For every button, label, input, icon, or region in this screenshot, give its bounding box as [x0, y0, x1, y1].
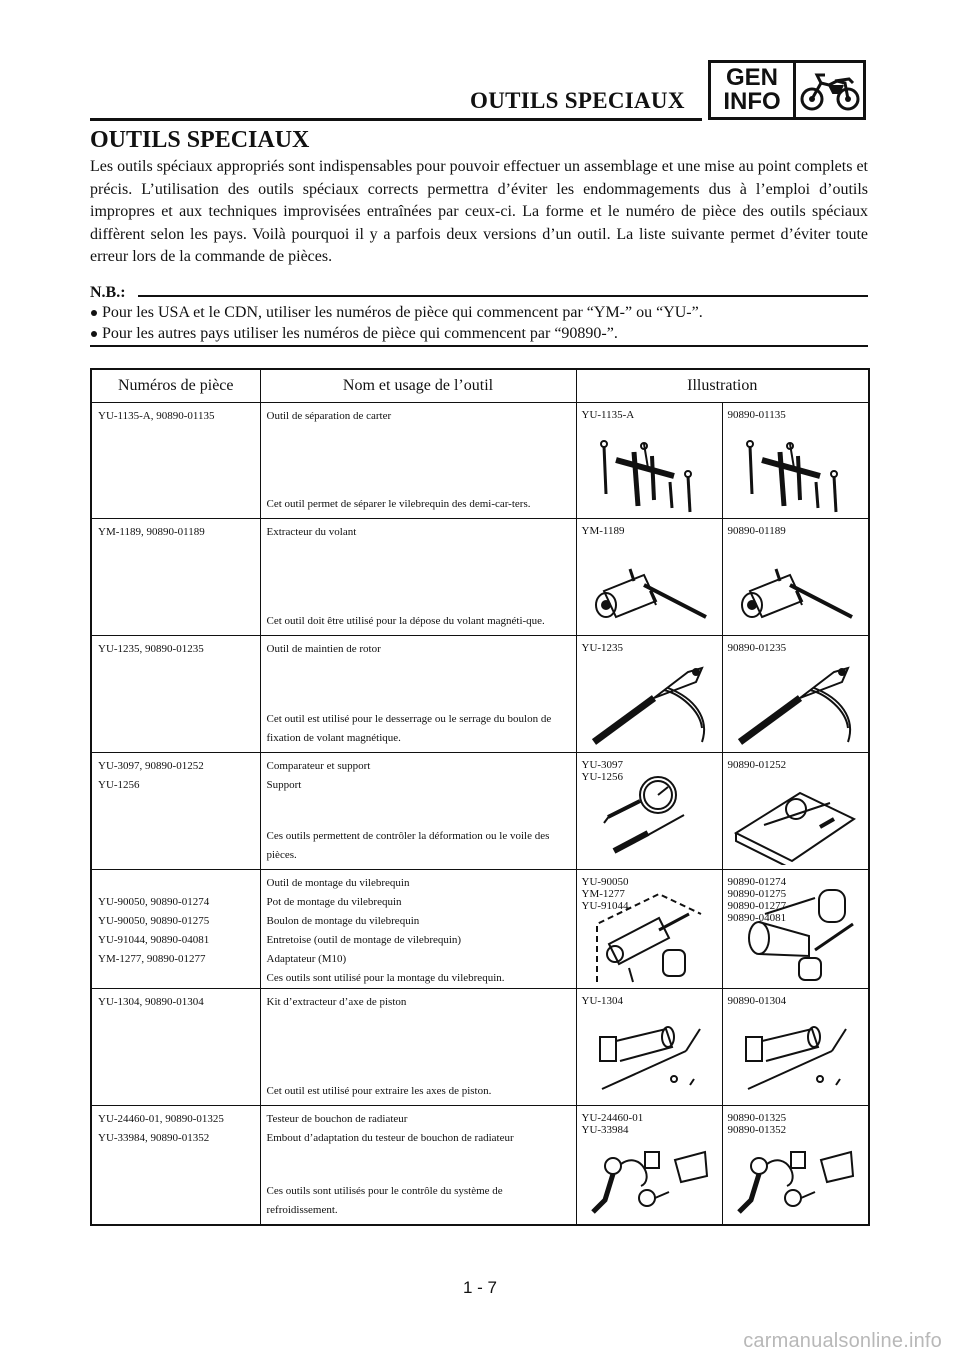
tool-name-cell [260, 1106, 576, 1225]
tool-usage: Cet outil doit être utilisé pour la dépose du volant magnéti-que. [266, 615, 545, 627]
table-header-row [91, 369, 869, 403]
illustration-label: 90890-01189 [727, 525, 786, 537]
illustration-cell-intl [722, 989, 869, 1106]
illustration-cell-intl [722, 870, 869, 989]
illustration-label: 90890-01274 90890-01275 90890-01277 90890-04081 [727, 876, 787, 924]
tool-name: Boulon de montage du vilebrequin [266, 915, 420, 927]
tool-name: Outil de montage du vilebrequin [266, 877, 410, 889]
illustration-label: YU-1135-A [581, 409, 635, 421]
illustration-label: YM-1189 [581, 525, 625, 537]
illustration-label: 90890-01235 [727, 642, 787, 654]
illustration-cell-intl [722, 1106, 869, 1225]
illustration-cell-intl [722, 753, 869, 870]
page-number: 1 - 7 [462, 1278, 498, 1297]
part-number: YU-90050, 90890-01274 [98, 896, 210, 908]
part-number-cell [91, 403, 260, 519]
tool-name: Kit d’extracteur d’axe de piston [266, 996, 407, 1008]
illustration-cell-intl [722, 403, 869, 519]
crankshaft-installer-icon [577, 884, 722, 984]
gen-info-badge [708, 60, 866, 120]
note-rule-bottom [90, 345, 868, 347]
rotor-holder-icon [577, 658, 722, 748]
illustration-label: YU-3097 YU-1256 [581, 759, 624, 783]
gen-info-label [711, 63, 796, 117]
tool-name: Outil de maintien de rotor [266, 643, 381, 655]
part-number: YU-1135-A, 90890-01135 [98, 410, 215, 422]
illustration-label: YU-24460-01 YU-33984 [581, 1112, 644, 1136]
piston-pin-puller-icon [723, 1023, 869, 1101]
table-row [91, 870, 869, 989]
header-rule [90, 118, 702, 121]
tool-name-cell [260, 989, 576, 1106]
tool-name: Ces outils sont utilisé pour la montage du vilebrequin. [266, 972, 505, 984]
tool-name-cell [260, 403, 576, 519]
note-item: Pour les autres pays utiliser les numéros de pièce qui commencent par “90890-”. [90, 323, 868, 344]
part-number: YU-1256 [98, 779, 140, 791]
header-title: OUTILS SPECIAUX [470, 88, 685, 113]
tool-name-cell [260, 636, 576, 753]
info-label: INFO [723, 88, 781, 115]
header-illustration: Illustration [576, 369, 869, 403]
table-row [91, 989, 869, 1106]
section-title: OUTILS SPECIAUX [90, 127, 310, 153]
table-row [91, 403, 869, 519]
illustration-label: 90890-01135 [727, 409, 786, 421]
note-item: Pour les USA et le CDN, utiliser les numéros de pièce qui commencent par “YM-” ou “YU-”. [90, 302, 868, 323]
flywheel-puller-icon [577, 561, 722, 631]
illustration-label: YU-1235 [581, 642, 624, 654]
watermark: carmanualsonline.info [743, 1330, 942, 1352]
illustration-cell-us [576, 870, 722, 989]
illustration-label: 90890-01304 [727, 995, 787, 1007]
part-number: YU-24460-01, 90890-01325 [98, 1113, 224, 1125]
table-row [91, 636, 869, 753]
table-row [91, 1106, 869, 1225]
part-number: YM-1189, 90890-01189 [98, 526, 205, 538]
header-tool-name: Nom et usage de l’outil [260, 369, 576, 403]
gen-label: GEN [725, 64, 778, 91]
illustration-cell-intl [722, 519, 869, 636]
tool-usage: Cet outil est utilisé pour extraire les axes de piston. [266, 1085, 492, 1097]
illustration-label: 90890-01325 90890-01352 [727, 1112, 787, 1136]
flywheel-puller-icon [723, 561, 869, 631]
illustration-cell-us [576, 1106, 722, 1225]
part-number-cell [91, 870, 260, 989]
tool-name: Entretoise (outil de montage de vilebrequin) [266, 934, 462, 946]
illustration-cell-intl [722, 636, 869, 753]
part-number-cell [91, 753, 260, 870]
part-number-cell [91, 519, 260, 636]
radiator-cap-tester-icon [723, 1140, 869, 1220]
table-row [91, 753, 869, 870]
part-number-cell [91, 636, 260, 753]
tool-name: Comparateur et support [266, 760, 371, 772]
tool-name: Support [266, 779, 302, 791]
illustration-cell-us [576, 753, 722, 870]
tool-name: Embout d’adaptation du testeur de bouchon de radiateur [266, 1132, 514, 1144]
crankcase-separator-icon [577, 438, 722, 514]
part-number-cell [91, 1106, 260, 1225]
part-number-cell [91, 989, 260, 1106]
tool-name: Testeur de bouchon de radiateur [266, 1113, 408, 1125]
table-row [91, 519, 869, 636]
tool-name: Outil de séparation de carter [266, 410, 392, 422]
dial-gauge-icon [577, 773, 722, 865]
crankshaft-installer-b-icon [723, 884, 869, 984]
part-number: YU-91044, 90890-04081 [98, 934, 210, 946]
part-number: YU-3097, 90890-01252 [98, 760, 204, 772]
tool-name: Extracteur du volant [266, 526, 357, 538]
tool-usage: Cet outil permet de séparer le vilebrequin des demi-car-ters. [266, 498, 531, 510]
piston-pin-puller-icon [577, 1023, 722, 1101]
radiator-cap-tester-icon [577, 1140, 722, 1220]
tool-usage: Ces outils sont utilisés pour le contrôle du système de refroidissement. [266, 1184, 503, 1216]
illustration-label: YU-1304 [581, 995, 624, 1007]
illustration-cell-us [576, 519, 722, 636]
tool-name-cell [260, 519, 576, 636]
note-label: N.B.: [90, 284, 126, 301]
illustration-cell-us [576, 403, 722, 519]
motorcycle-icon [796, 63, 863, 117]
part-number: YM-1277, 90890-01277 [98, 953, 206, 965]
part-number: YU-1235, 90890-01235 [98, 643, 204, 655]
part-number: YU-1304, 90890-01304 [98, 996, 204, 1008]
rotor-holder-icon [723, 658, 869, 748]
part-number: YU-33984, 90890-01352 [98, 1132, 210, 1144]
dial-gauge-case-icon [723, 773, 869, 865]
header-part-numbers: Numéros de pièce [91, 369, 260, 403]
tool-usage: Ces outils permettent de contrôler la déformation ou le voile des pièces. [266, 830, 550, 861]
illustration-cell-us [576, 989, 722, 1106]
tool-name: Adaptateur (M10) [266, 953, 347, 965]
part-number: YU-90050, 90890-01275 [98, 915, 210, 927]
illustration-label: 90890-01252 [727, 759, 787, 771]
tool-usage: Cet outil est utilisé pour le desserrage ou le serrage du boulon de fixation de volant magnétique. [266, 713, 552, 744]
illustration-cell-us [576, 636, 722, 753]
special-tools-table [90, 368, 870, 1226]
illustration-label: YU-90050 YM-1277 YU-91044 [581, 876, 629, 912]
note-list [90, 302, 868, 344]
note-rule-top [138, 295, 868, 297]
tool-name-cell [260, 753, 576, 870]
crankcase-separator-icon [723, 438, 869, 514]
intro-paragraph: Les outils spéciaux appropriés sont indispensables pour pouvoir effectuer un assemblage et une mise au point complets et précis. L’utilisation des outils spéciaux corrects permettra d’éviter les endommagements dus à l’emploi d’outils impropres et aux techniques improvisées entraînées par ceux-ci. La forme et le numéro de pièce des outils spéciaux diffèrent selon les pays. Voilà pourquoi il y a parfois deux versions d’un outil. La liste suivante permet d’éviter toute erreur lors de la commande de pièces. [90, 158, 868, 265]
tool-name-cell [260, 870, 576, 989]
tool-name: Pot de montage du vilebrequin [266, 896, 402, 908]
